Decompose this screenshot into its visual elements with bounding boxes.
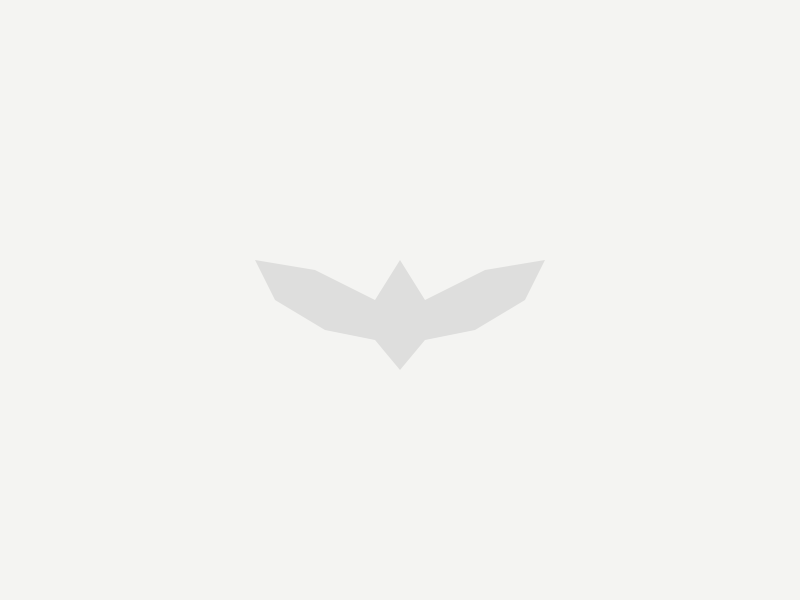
eagle-watermark	[225, 240, 575, 380]
